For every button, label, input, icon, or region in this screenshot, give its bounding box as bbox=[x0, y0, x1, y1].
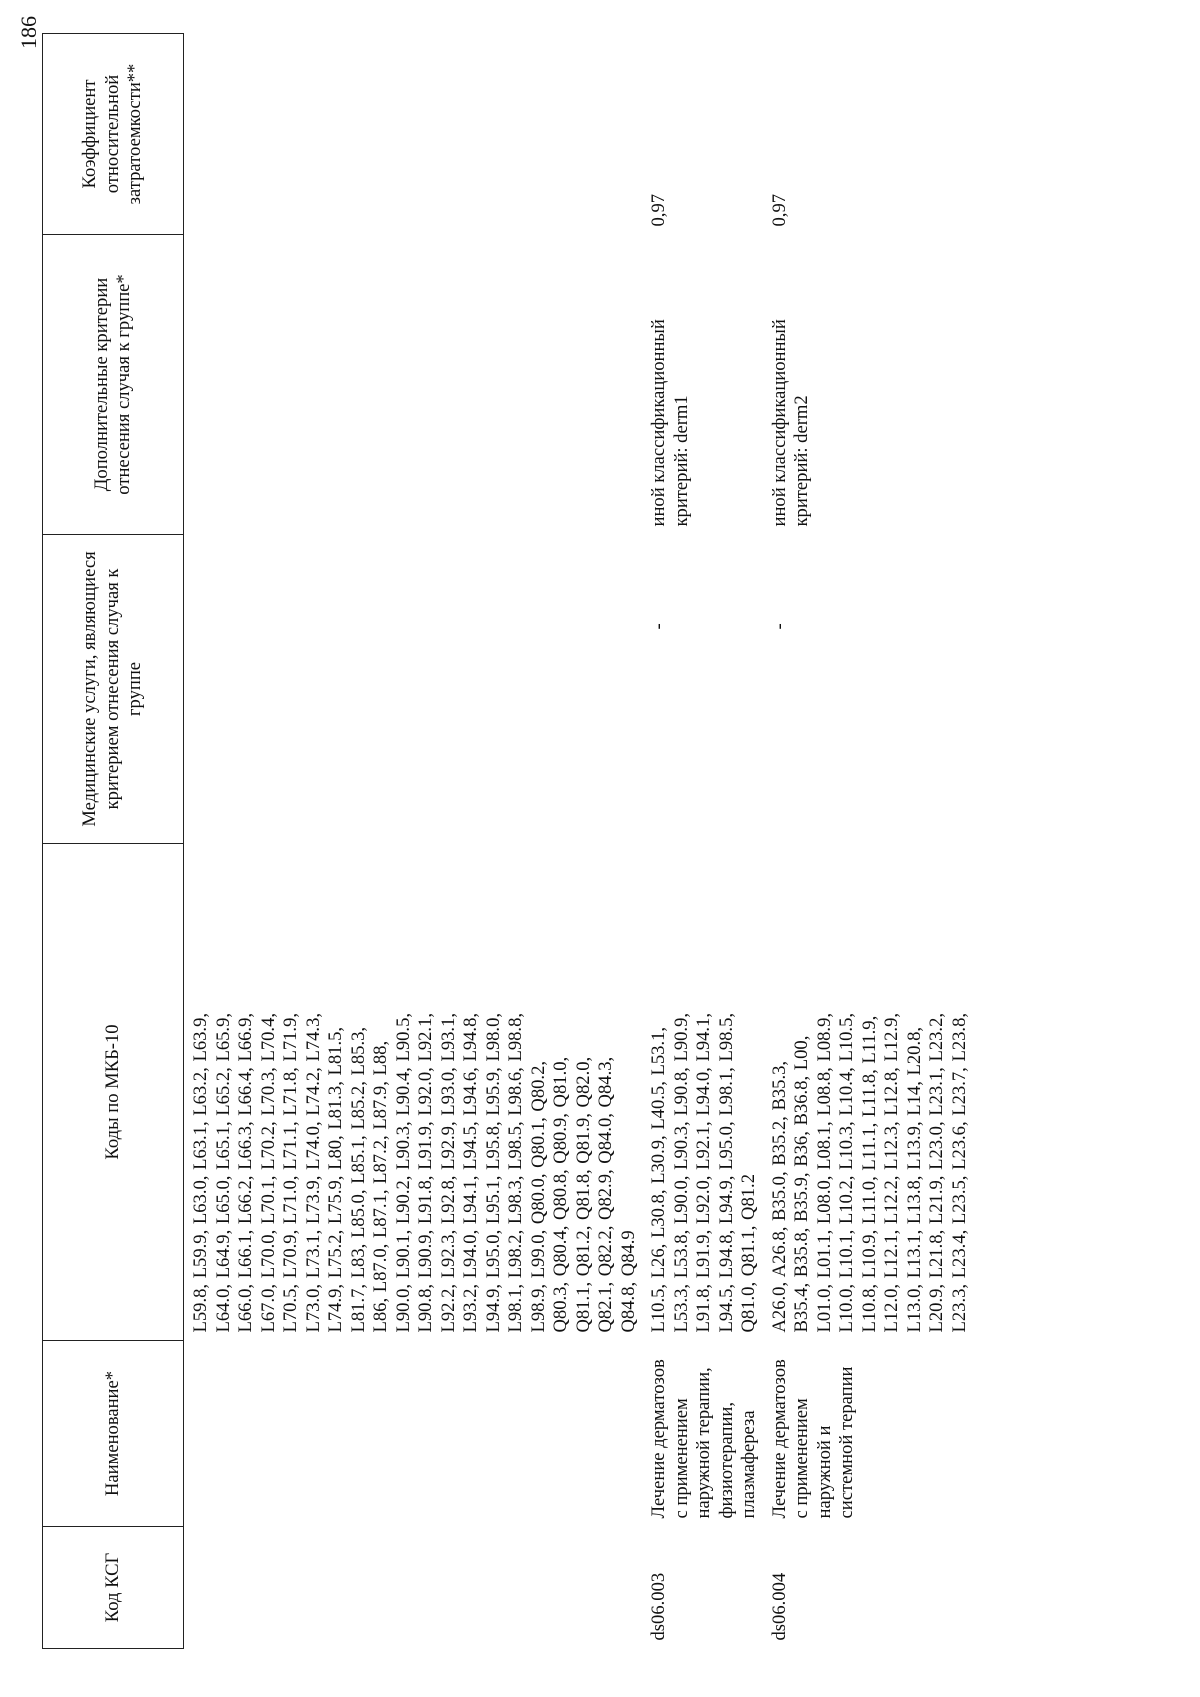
header-name: Наименование* bbox=[43, 1341, 184, 1527]
cell-code: ds06.004 bbox=[768, 1572, 790, 1641]
header-additional-criteria: Дополнительные критерии отнесения случая к группе* bbox=[43, 235, 184, 535]
cell-additional-criteria bbox=[184, 235, 641, 535]
cell-med-services: - bbox=[648, 623, 669, 630]
cell-additional-criteria: иной классификационный критерий: derm1 bbox=[648, 319, 692, 527]
cell-mkb-codes: L10.5, L26, L30.8, L30.9, L40.5, L53.1, L53.3, L53.8, L90.0, L90.3, L90.8, L90.9, L91.8, L91.9, L92.0, L92.1, L94.0, L94.1, L94.5, L94.8, L94.9, L95.0, L98.1, L98.5, Q81.0, Q81.1, Q81.2 bbox=[648, 1012, 759, 1333]
cell-name: Лечение дерматозов с применением наружной и системной терапии bbox=[768, 1359, 857, 1519]
cell-additional-criteria: иной классификационный критерий: derm2 bbox=[768, 319, 812, 527]
cell-coefficient: 0,97 bbox=[648, 193, 669, 227]
table-header-row bbox=[43, 34, 184, 1649]
cell-med-services: - bbox=[768, 623, 790, 630]
cell-med-services bbox=[184, 535, 641, 844]
table-row-continuation bbox=[184, 34, 641, 1649]
cell-name: Лечение дерматозов с применением наружной терапии, физиотерапии, плазмафереза bbox=[648, 1359, 759, 1519]
cell-name bbox=[184, 1341, 641, 1527]
header-mkb: Коды по МКБ-10 bbox=[43, 844, 184, 1341]
cell-mkb-codes: L59.8, L59.9, L63.0, L63.1, L63.2, L63.9, L64.0, L64.9, L65.0, L65.1, L65.2, L65.9, L66.0, L66.1, L66.2, L66.3, L66.4, L66.9, L67.0, L70.0, L70.1, L70.2, L70.3, L70.4, L70.5, L70.9, L71.0, L71.1, L71.8, L71.9, L73.0, L73.1, L73.9, L74.0, L74.2, L74.3, L74.9, L75.2, L75.9, L80, L81.3, L81.5, L81.7, L83, L85.0, L85.1, L85.2, L85.3, L86, L87.0, L87.1, L87.2, L87.9, L88, L90.0, L90.1, L90.2, L90.3, L90.4, L90.5, L90.8, L90.9, L91.8, L91.9, L92.0, L92.1, L92.2, L92.3, L92.8, L92.9, L93.0, L93.1, L93.2, L94.0, L94.1, L94.5, L94.6, L94.8, L94.9, L95.0, L95.1, L95.8, L95.9, L98.0, L98.1, L98.2, L98.3, L98.5, L98.6, L98.8, L98.9, L99.0, Q80.0, Q80.1, Q80.2, Q80.3, Q80.4, Q80.8, Q80.9, Q81.0, Q81.1, Q81.2, Q81.8, Q81.9, Q82.0, Q82.1, Q82.2, Q82.9, Q84.0, Q84.3, Q84.8, Q84.9 bbox=[190, 1012, 639, 1333]
header-coefficient: Коэффициент относительной затратоемкости** bbox=[43, 34, 184, 235]
cell-code bbox=[184, 1527, 641, 1649]
cell-code: ds06.003 bbox=[648, 1572, 669, 1641]
ksg-table bbox=[42, 33, 971, 1649]
page-number: 186 bbox=[16, 16, 41, 49]
table-row bbox=[640, 34, 761, 1649]
header-code: Код КСГ bbox=[43, 1527, 184, 1649]
header-med-services: Медицинские услуги, являющиеся критерием отнесения случая к группе bbox=[43, 535, 184, 844]
cell-coefficient bbox=[184, 34, 641, 235]
cell-mkb-codes: A26.0, A26.8, B35.0, B35.2, B35.3, B35.4, B35.8, B35.9, B36, B36.8, L00, L01.0, L01.1, L08.0, L08.1, L08.8, L08.9, L10.0, L10.1, L10.2, L10.3, L10.4, L10.5, L10.8, L10.9, L11.0, L11.1, L11.8, L11.9, L12.0, L12.1, L12.2, L12.3, L12.8, L12.9, L13.0, L13.1, L13.8, L13.9, L14, L20.8, L20.9, L21.8, L21.9, L23.0, L23.1, L23.2, L23.3, L23.4, L23.5, L23.6, L23.7, L23.8, bbox=[768, 1012, 970, 1333]
cell-coefficient: 0,97 bbox=[768, 193, 790, 227]
table-row bbox=[761, 34, 972, 1649]
